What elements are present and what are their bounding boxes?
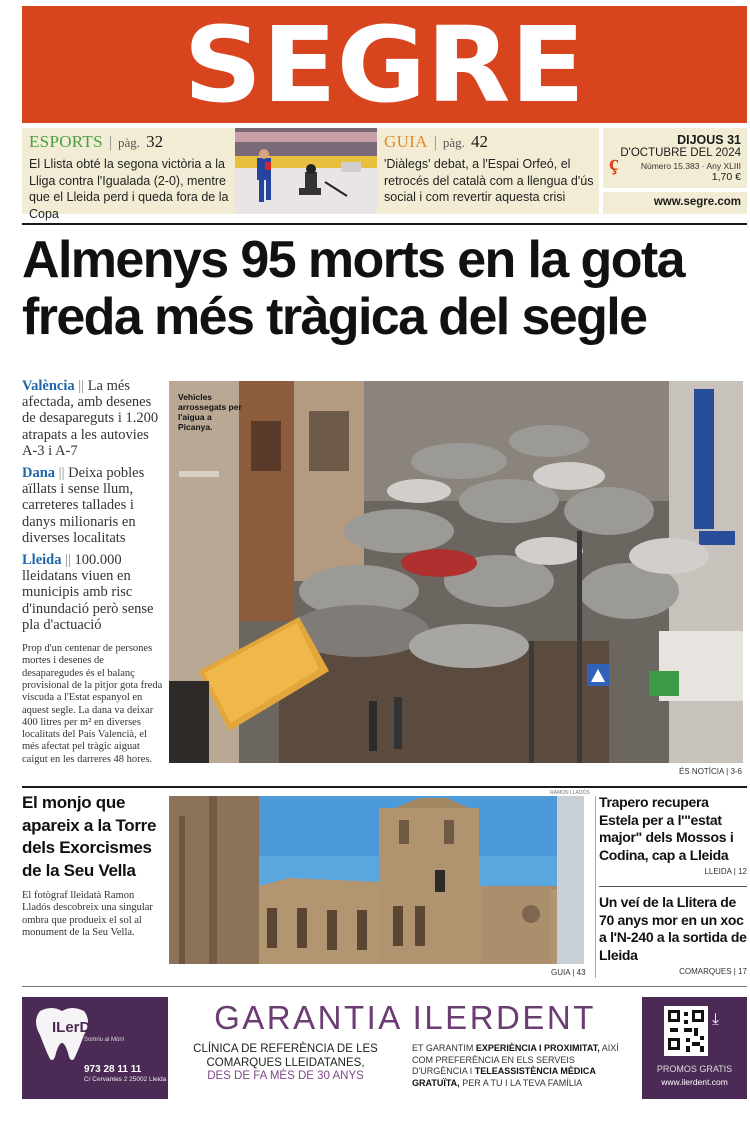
headline-line: Almenys 95 morts en la gota xyxy=(22,231,684,289)
divider xyxy=(595,796,596,978)
page-number: 32 xyxy=(146,132,164,151)
story-body: El fotògraf lleidatà Ramon Lladós descobreix una singular ombra que produeix el sol al monument de la Seu Vella. xyxy=(22,890,153,939)
edition-price: 1,70 € xyxy=(711,171,741,183)
summary-item xyxy=(22,465,164,546)
edition-number: Número 15.383 · Any XLIII xyxy=(640,161,741,171)
ad-headline: GARANTIA ILERDENT xyxy=(214,999,596,1036)
newspaper-logo: SEGRE xyxy=(183,3,586,126)
summary-key: València xyxy=(22,378,75,394)
teaser-section: ESPORTS xyxy=(29,132,103,151)
lead-body: Prop d'un centenar de persones mortes i desenes de desaparegudes és el balanç provisional de la pitjor gota freda viscuda a l'Estat espanyol en aquest segle. La dana va deixar 400 litres per m² en diverses localitats del País Valencià, el més afectat pel tràgic aiguat caigut en les darreres 48 hores. xyxy=(22,643,163,765)
section-reference[interactable]: GUIA | 43 xyxy=(551,968,586,977)
teaser-guia[interactable] xyxy=(384,132,596,206)
flood-cars-photo[interactable] xyxy=(169,381,743,763)
story-title: El monjo que apareix a la Torre dels Exorcismes de la Seu Vella xyxy=(22,793,157,880)
website-link[interactable]: www.segre.com xyxy=(603,192,747,214)
ad-phone: 973 28 11 11 xyxy=(84,1064,142,1075)
summary-column xyxy=(22,378,164,766)
hockey-photo xyxy=(235,128,377,214)
summary-text: La més afectada, amb desenes de desapareguts i 1.200 atrapats a les autovies A-3 i A-7 xyxy=(22,378,159,459)
ad-qr-panel[interactable] xyxy=(642,997,747,1099)
ad-brand-name: ILerDent xyxy=(52,1019,113,1036)
photo-caption: Vehicles arrossegats per l'aigua a Picanya. xyxy=(178,392,242,432)
section-reference[interactable]: ÉS NOTÍCIA | 3-6 xyxy=(679,767,742,776)
divider xyxy=(22,786,747,788)
download-icon: ⤓ xyxy=(712,1011,720,1028)
edition-day: DIJOUS 31 xyxy=(677,133,741,147)
headline-line: freda més tràgica del segle xyxy=(22,288,647,346)
summary-key: Lleida xyxy=(22,552,62,569)
ad-text-bold: TELEASSISTÈNCIA MÈDICA GRATUÏTA, xyxy=(412,1066,596,1088)
summary-bars: || xyxy=(58,465,65,482)
ad-website: www.ilerdent.com xyxy=(661,1077,728,1087)
summary-bars: || xyxy=(65,552,71,569)
news-title: Trapero recupera Estela per a l'"estat major" dels Mossos i Codina, cap a Lleida xyxy=(599,794,734,864)
summary-text: Deixa pobles aïllats i sense llum, carreteres tallades i danys milionaris en diverses localitats xyxy=(22,465,145,546)
qr-code-icon xyxy=(664,1006,708,1056)
ad-message[interactable] xyxy=(174,997,636,1099)
summary-item xyxy=(22,552,164,633)
seu-vella-photo[interactable] xyxy=(169,796,584,964)
teaser-bar xyxy=(22,128,599,221)
news-title: Un veí de la Llitera de 70 anys mor en un xoc a l'N-240 a la sortida de Lleida xyxy=(599,894,747,964)
summary-text: 100.000 lleidatans viuen en municipis amb risc d'inundació però sense pla d'actuació xyxy=(22,552,154,633)
masthead xyxy=(22,3,747,126)
section-reference: COMARQUES | 17 xyxy=(679,966,747,976)
ad-line: CLÍNICA DE REFERÈNCIA DE LES COMARQUES LLEIDATANES, xyxy=(193,1043,378,1069)
photo-credit: RAMON LLADÓS xyxy=(550,790,590,796)
teaser-text: 'Diàlegs' debat, a l'Espai Orfeó, el retrocés del català com a llengua d'ús social i com revertir aquesta crisi xyxy=(384,157,594,204)
divider: | xyxy=(433,134,437,151)
ad-text: AIXÍ COM PREFERÈNCIA EN ELS SERVEIS D'URGÈNCIA I xyxy=(412,1043,619,1076)
monjo-story[interactable] xyxy=(22,792,160,940)
summary-key: Dana xyxy=(22,465,56,482)
ad-text: ET GARANTIM xyxy=(412,1043,474,1053)
teaser-text: El Llista obté la segona victòria a la Lliga contra l'Igualada (2-0), mentre que el Lleida perd i queda fora de la Copa xyxy=(29,157,229,221)
page-number: 42 xyxy=(470,132,488,151)
teaser-section: GUIA xyxy=(384,132,428,151)
page-label: pàg. xyxy=(442,135,465,150)
ad-text: PER A TU I LA TEVA FAMÍLIA xyxy=(462,1077,583,1088)
ad-brand-panel[interactable] xyxy=(22,997,168,1099)
ad-text-bold: EXPERIÈNCIA I PROXIMITAT, xyxy=(475,1043,600,1053)
divider xyxy=(22,223,747,225)
news-item[interactable] xyxy=(599,794,747,876)
edition-info xyxy=(603,128,747,188)
divider: | xyxy=(108,134,113,151)
section-reference: LLEIDA | 12 xyxy=(704,866,747,876)
divider xyxy=(599,886,747,887)
ad-address: C/ Cervantes 2 25002 Lleida xyxy=(84,1076,167,1083)
summary-bars: || xyxy=(78,378,85,394)
divider xyxy=(22,986,747,987)
news-item[interactable] xyxy=(599,894,747,976)
teaser-esports[interactable] xyxy=(29,132,237,222)
edition-date: D'OCTUBRE DEL 2024 xyxy=(620,147,741,159)
main-headline[interactable] xyxy=(22,232,747,346)
ad-line-highlight: DES DE FA MÉS DE 30 ANYS xyxy=(207,1070,364,1082)
ad-tagline: Somriu al Món! xyxy=(84,1037,125,1043)
summary-item xyxy=(22,378,164,459)
page-label: pàg. xyxy=(118,135,141,150)
c-icon: ç xyxy=(609,150,619,175)
ad-promo: PROMOS GRATIS xyxy=(656,1064,733,1074)
tooth-logo-icon xyxy=(22,997,168,1099)
